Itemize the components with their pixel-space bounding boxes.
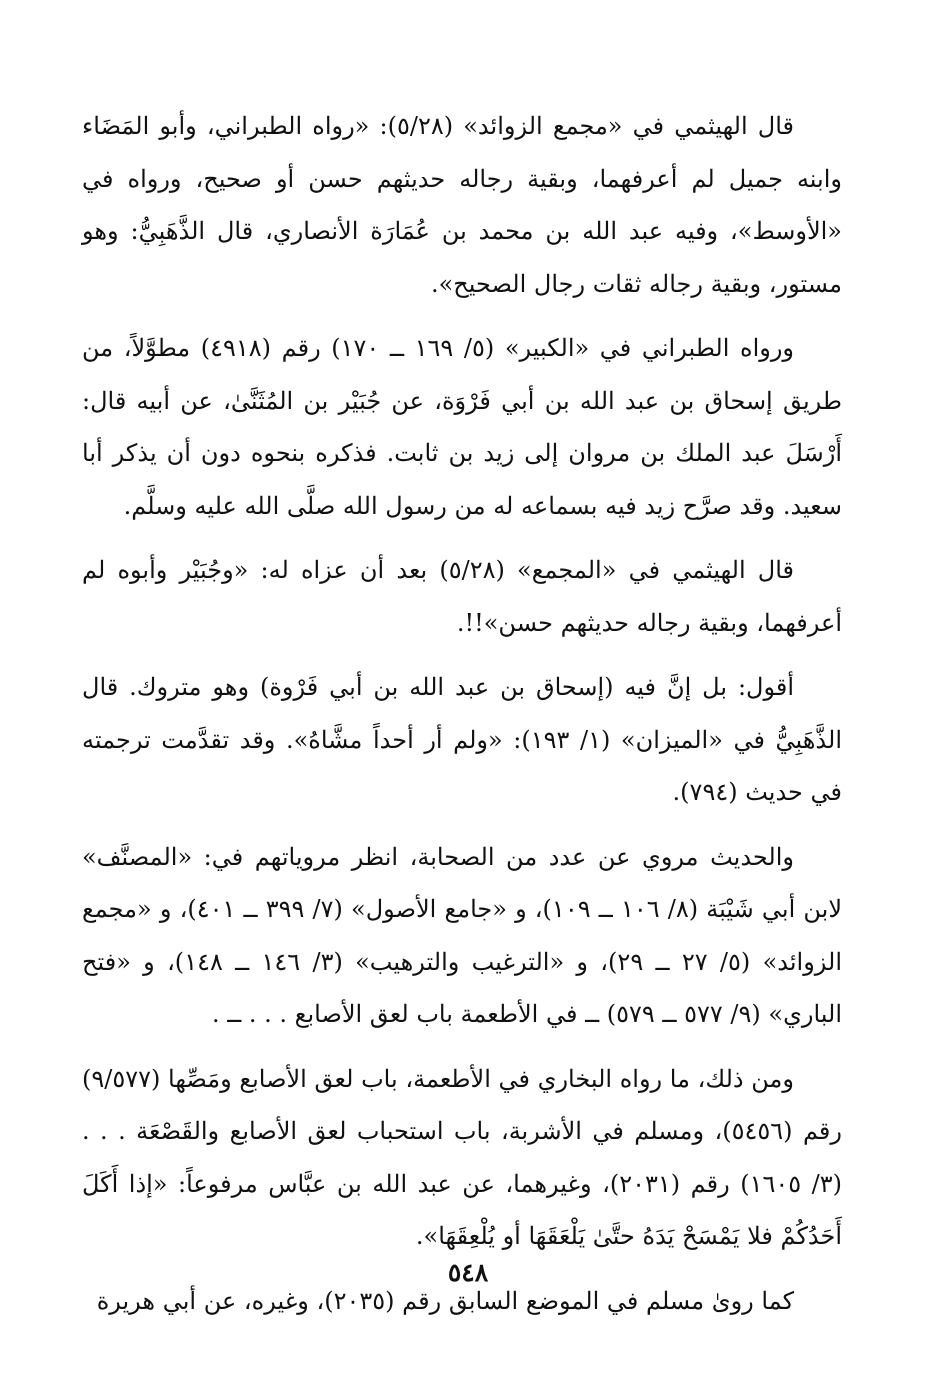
paragraph-tabarani-kabir: ورواه الطبراني في «الكبير» (٥/ ١٦٩ ــ ١٧٠) رقم (٤٩١٨) مطوَّلاً، من طريق إسحاق بن عبد الله بن أبي فَرْوَة، عن جُبَيْر بن المُثَنَّىٰ، عن أبيه قال: أَرْسَلَ عبد الملك بن مروان إلى زيد بن ثابت. فذكره بنحوه دون أن يذكر أبا سعيد. وقد صرَّح زيد فيه بسماعه له من رسول الله صلَّى الله عليه وسلَّم. (82, 334, 843, 520)
paragraph-hadith-sources: والحديث مروي عن عدد من الصحابة، انظر مروياتهم في: «المصنَّف» لابن أبي شَيْبَة (٨/ ١٠٦ ــ ١٠٩)، و «جامع الأصول» (٧/ ٣٩٩ ــ ٤٠١)، و «مجمع الزوائد» (٥/ ٢٧ ــ ٢٩)، و «الترغيب والترهيب» (٣/ ١٤٦ ــ ١٤٨)، و «فتح الباري» (٩/ ٥٧٧ ــ ٥٧٩) ــ في الأطعمة باب لعق الأصابع . . . ــ . (82, 842, 843, 1028)
paragraph-bukhari-muslim: ومن ذلك، ما رواه البخاري في الأطعمة، باب لعق الأصابع ومَصِّها (٩/٥٧٧) رقم (٥٤٥٦)، ومسلم في الأشربة، باب استحباب لعق الأصابع والقَصْعَة . . . (٣/ ١٦٠٥) رقم (٢٠٣١)، وغيرهما، عن عبد الله بن عبَّاس مرفوعاً: «إذا أَكَلَ أَحَدُكُمْ فلا يَمْسَحْ يَدَهُ حتَّىٰ يَلْعَقَهَا أو يُلْعِقَهَا». (82, 1064, 842, 1250)
paragraph-haythami-majma: قال الهيثمي في «مجمع الزوائد» (٥/٢٨): «رواه الطبراني، وأبو المَضَاء وابنه جميل لم أعرفهما، وبقية رجاله حديثهم حسن أو صحيح، ورواه في «الأوسط»، وفيه عبد الله بن محمد بن عُمَارَة الأنصاري، قال الذَّهَبِيُّ: وهو مستور، وبقية رجاله ثقات رجال الصحيح». (82, 112, 842, 298)
page-number: ٥٤٨ (447, 1258, 489, 1287)
paragraph-muslim-abu-hurayra: كما روىٰ مسلم في الموضع السابق رقم (٢٠٣٥)، وغيره، عن أبي هريرة (96, 1286, 794, 1315)
paragraph-author-note: أقول: بل إنَّ فيه (إسحاق بن عبد الله بن أبي فَرْوة) وهو متروك. قال الذَّهَبِيُّ في «الميزان» (١/ ١٩٣): «ولم أر أحداً مشَّاهُ». وقد تقدَّمت ترجمته في حديث (٧٩٤). (82, 673, 842, 806)
paragraph-haythami-comment: قال الهيثمي في «المجمع» (٥/٢٨) بعد أن عزاه له: «وجُبَيْر وأبوه لم أعرفهما، وبقية رجاله حديثهم حسن»!!. (82, 556, 842, 637)
page-body (82, 100, 842, 1327)
